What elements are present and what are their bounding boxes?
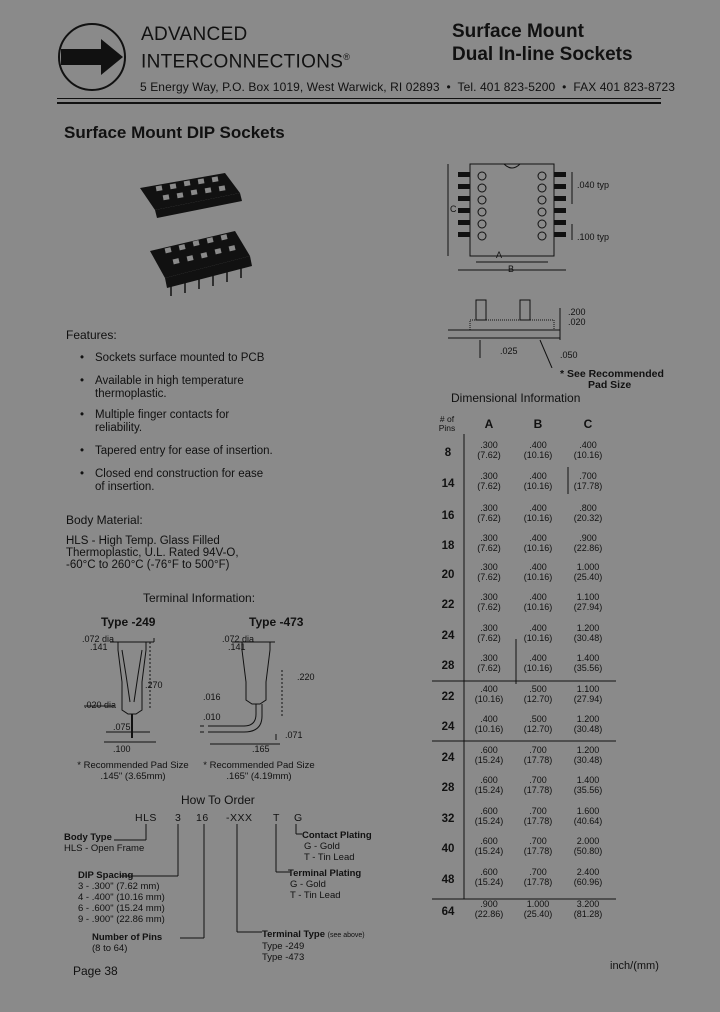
cell-inch-value: 2.000 (576, 836, 600, 846)
cell-inch-value: .600 (480, 745, 498, 755)
feature-text: Tapered entry for ease of insertion. (95, 445, 273, 457)
features-heading: Features: (66, 328, 117, 342)
cell-mm-value: (10.16) (523, 633, 553, 643)
arrow-right-icon (61, 39, 123, 75)
cell-inch-value: .400 (529, 533, 547, 543)
company-logo (57, 22, 127, 92)
body-material-line: -60°C to 260°C (-76°F to 500°F) (66, 559, 230, 571)
contact-bullet: • (562, 80, 567, 94)
dim-label: .200 (568, 307, 586, 317)
order-code-pins: 16 (196, 812, 209, 824)
cell-mm-value: (60.96) (573, 877, 603, 887)
table-pin-count: 18 (441, 540, 455, 552)
registered-mark: ® (343, 52, 351, 62)
cell-mm-value: (12.70) (523, 724, 553, 734)
dip-spacing-option: 9 - .900" (22.86 mm) (78, 914, 165, 925)
table-pin-count: 22 (441, 599, 455, 611)
cell-mm-value: (35.56) (573, 785, 603, 795)
dim-label: .270 (145, 680, 163, 690)
cell-inch-value: .700 (529, 836, 547, 846)
body-type-block (64, 832, 144, 854)
cell-inch-value: .300 (480, 533, 498, 543)
company-name-line1: ADVANCED (141, 24, 248, 45)
cell-mm-value: (10.16) (523, 513, 553, 523)
cell-inch-value: .700 (529, 867, 547, 877)
cell-mm-value: (7.62) (477, 450, 501, 460)
page-number: Page 38 (73, 964, 118, 978)
pins-column-header (434, 415, 460, 433)
cell-mm-value: (22.86) (474, 909, 504, 919)
contact-plating-option: T - Tin Lead (304, 852, 355, 863)
body-material-line: HLS - High Temp. Glass Filled (66, 535, 220, 547)
dimensional-info-heading: Dimensional Information (451, 391, 581, 405)
pad-size-249 (73, 760, 193, 782)
cell-mm-value: (7.62) (477, 572, 501, 582)
body-material-heading: Body Material: (66, 513, 143, 527)
cell-inch-value: .600 (480, 806, 498, 816)
header-rule (57, 98, 661, 99)
cell-mm-value: (12.70) (523, 694, 553, 704)
cell-mm-value: (10.16) (523, 663, 553, 673)
cell-inch-value: 1.000 (526, 899, 550, 909)
feature-bullet: • (80, 375, 85, 387)
cell-mm-value: (10.16) (474, 694, 504, 704)
cell-inch-value: .500 (529, 714, 547, 724)
dim-label: .020 dia (84, 700, 117, 710)
document-title (452, 20, 633, 66)
cell-mm-value: (10.16) (523, 481, 553, 491)
cell-inch-value: .700 (529, 775, 547, 785)
order-code-body: HLS (135, 812, 157, 824)
cell-inch-value: .900 (579, 533, 597, 543)
cell-mm-value: (15.24) (474, 846, 504, 856)
cell-mm-value: (22.86) (573, 543, 603, 553)
contact-plating-block (302, 830, 372, 863)
cell-mm-value: (10.16) (474, 724, 504, 734)
table-rules (432, 434, 622, 934)
cell-mm-value: (20.32) (573, 513, 603, 523)
cell-mm-value: (7.62) (477, 633, 501, 643)
cell-inch-value: .600 (480, 867, 498, 877)
dim-label: .100 (113, 744, 131, 754)
feature-text: Closed end construction for ease of insertion. (95, 468, 264, 493)
feature-bullet: • (80, 409, 85, 421)
cell-mm-value: (17.78) (573, 481, 603, 491)
cell-inch-value: 1.100 (576, 592, 600, 602)
cell-inch-value: .500 (529, 684, 547, 694)
feature-text: Available in high temperature thermoplastic. (95, 375, 244, 400)
terminal-plating-label: Terminal Plating (288, 868, 362, 879)
cell-mm-value: (81.28) (573, 909, 603, 919)
dim-label: A (496, 250, 503, 260)
table-pin-count: 24 (441, 630, 455, 642)
how-to-order-heading: How To Order (181, 793, 255, 807)
cell-inch-value: 2.400 (576, 867, 600, 877)
pins-header-line: # of (439, 414, 455, 424)
cell-mm-value: (7.62) (477, 513, 501, 523)
dim-label: .025 (500, 346, 518, 356)
cell-inch-value: .400 (529, 503, 547, 513)
company-name (141, 24, 350, 73)
dim-label: .141 (90, 642, 108, 652)
cell-mm-value: (25.40) (573, 572, 603, 582)
cell-inch-value: .300 (480, 653, 498, 663)
company-name-line2: INTERCONNECTIONS® (141, 51, 351, 73)
body-type-value: HLS - Open Frame (64, 843, 145, 854)
order-code-spacing: 3 (175, 812, 182, 824)
pad-size-label: * Recommended Pad Size (77, 760, 189, 771)
cell-mm-value: (40.64) (573, 816, 603, 826)
table-pin-count: 24 (441, 752, 455, 764)
socket-pin-rows (478, 172, 546, 240)
dim-label: .141 (228, 642, 246, 652)
type-249-label: Type -249 (101, 615, 156, 629)
body-type-label: Body Type (64, 832, 112, 843)
type-473-label: Type -473 (249, 615, 304, 629)
feature-text: Sockets surface mounted to PCB (95, 352, 265, 364)
table-pin-count: 20 (441, 569, 455, 581)
feature-bullet: • (80, 352, 85, 364)
contact-bullet: • (446, 80, 451, 94)
dim-label: .016 (203, 692, 221, 702)
cell-inch-value: .900 (480, 899, 498, 909)
cell-inch-value: .600 (480, 836, 498, 846)
cell-mm-value: (10.16) (573, 450, 603, 460)
dim-label: .050 (560, 350, 578, 360)
cell-inch-value: 1.200 (576, 714, 600, 724)
dim-label: .072 dia (222, 634, 255, 644)
cell-inch-value: 1.600 (576, 806, 600, 816)
cell-mm-value: (25.40) (523, 909, 553, 919)
pad-size-value: .145" (3.65mm) (100, 771, 166, 782)
address-text: 5 Energy Way, P.O. Box 1019, West Warwick, RI 02893 (140, 80, 440, 94)
cell-mm-value: (15.24) (474, 816, 504, 826)
cell-mm-value: (30.48) (573, 724, 603, 734)
cell-inch-value: .300 (480, 592, 498, 602)
cell-mm-value: (10.16) (523, 572, 553, 582)
cell-mm-value: (17.78) (523, 846, 553, 856)
fax-text: FAX 401 823-8723 (573, 80, 676, 94)
num-pins-block (92, 932, 162, 954)
num-pins-label: Number of Pins (92, 932, 163, 943)
dip-spacing-option: 3 - .300" (7.62 mm) (78, 881, 160, 892)
dim-label: B (508, 264, 515, 274)
order-code-term-plating: T (273, 812, 280, 824)
cell-mm-value: (15.24) (474, 755, 504, 765)
pad-size-value: .165" (4.19mm) (226, 771, 292, 782)
pins-header-line: Pins (438, 423, 456, 433)
pad-size-label: * Recommended Pad Size (203, 760, 315, 771)
section-title: Surface Mount DIP Sockets (64, 123, 285, 142)
company-contact (140, 80, 675, 94)
document-title-line1: Surface Mount (452, 21, 584, 42)
table-pin-count: 28 (441, 782, 455, 794)
cell-inch-value: .400 (579, 440, 597, 450)
cell-inch-value: 1.200 (576, 745, 600, 755)
document-title-line2: Dual In-line Sockets (452, 44, 633, 65)
cell-inch-value: .400 (529, 471, 547, 481)
units-note: inch/(mm) (610, 960, 659, 972)
recommended-pad-line: * See Recommended (560, 368, 664, 380)
order-code-contact-plating: G (294, 812, 303, 824)
cell-inch-value: .600 (480, 775, 498, 785)
dim-label: .165 (252, 744, 270, 754)
cell-mm-value: (27.94) (573, 694, 603, 704)
table-pin-count: 8 (444, 447, 452, 459)
feature-bullet: • (80, 468, 85, 480)
cell-inch-value: 3.200 (576, 899, 600, 909)
cell-mm-value: (10.16) (523, 450, 553, 460)
cell-inch-value: 1.400 (576, 653, 600, 663)
cell-inch-value: .300 (480, 623, 498, 633)
terminal-type-block (262, 929, 365, 963)
dim-label: .220 (297, 672, 315, 682)
cell-mm-value: (30.48) (573, 755, 603, 765)
terminal-type-note: (see above) (327, 932, 365, 939)
cell-mm-value: (7.62) (477, 481, 501, 491)
cell-inch-value: 1.400 (576, 775, 600, 785)
dim-label: .010 (203, 712, 221, 722)
table-pin-count: 24 (441, 721, 455, 733)
cell-mm-value: (7.62) (477, 543, 501, 553)
contact-plating-option: G - Gold (304, 841, 340, 852)
socket-image-top (140, 173, 242, 218)
table-pin-count: 64 (441, 906, 455, 918)
feature-bullet: • (80, 445, 85, 457)
feature-text: Multiple finger contacts for reliability. (95, 409, 230, 434)
cell-inch-value: .800 (579, 503, 597, 513)
dim-label: .075 (113, 722, 131, 732)
cell-mm-value: (17.78) (523, 785, 553, 795)
cell-inch-value: 1.000 (576, 562, 600, 572)
dip-spacing-label: DIP Spacing (78, 870, 134, 881)
cell-inch-value: .700 (529, 806, 547, 816)
dim-label: C (450, 204, 457, 214)
recommended-pad-note (560, 369, 664, 391)
col-a-header: A (484, 417, 494, 431)
terminal-type-option: Type -249 (262, 941, 305, 952)
cell-inch-value: .300 (480, 471, 498, 481)
cell-inch-value: .400 (529, 592, 547, 602)
cell-inch-value: .400 (480, 684, 498, 694)
table-pin-count: 40 (441, 843, 455, 855)
cell-mm-value: (15.24) (474, 785, 504, 795)
body-material-text (66, 535, 316, 571)
cell-inch-value: .400 (480, 714, 498, 724)
num-pins-value: (8 to 64) (92, 943, 128, 954)
dim-label: .020 (568, 317, 586, 327)
dim-label: .100 typ (577, 232, 610, 242)
cell-mm-value: (17.78) (523, 877, 553, 887)
terminal-type-option: Type -473 (262, 952, 305, 963)
table-pin-count: 48 (441, 874, 455, 886)
cell-mm-value: (10.16) (523, 602, 553, 612)
cell-mm-value: (17.78) (523, 755, 553, 765)
socket-image-bottom (150, 231, 252, 296)
cell-inch-value: .400 (529, 623, 547, 633)
table-pin-count: 16 (441, 510, 455, 522)
socket-photo (130, 168, 260, 328)
cell-mm-value: (30.48) (573, 633, 603, 643)
header-rule-thick (57, 102, 661, 104)
terminal-plating-option: T - Tin Lead (290, 890, 341, 901)
terminal-plating-block (288, 868, 361, 901)
dip-spacing-block (78, 870, 165, 925)
order-code-terminal: -XXX (226, 812, 253, 824)
dim-label: .040 typ (577, 180, 610, 190)
terminal-info-heading: Terminal Information: (143, 591, 256, 605)
cell-mm-value: (27.94) (573, 602, 603, 612)
phone-text: Tel. 401 823-5200 (457, 80, 556, 94)
cell-mm-value: (50.80) (573, 846, 603, 856)
terminal-type-label: Terminal Type (262, 929, 325, 940)
cell-inch-value: .300 (480, 562, 498, 572)
cell-mm-value: (7.62) (477, 602, 501, 612)
dip-spacing-option: 4 - .400" (10.16 mm) (78, 892, 165, 903)
cell-mm-value: (10.16) (523, 543, 553, 553)
pad-size-473 (199, 760, 319, 782)
cell-inch-value: .300 (480, 503, 498, 513)
cell-inch-value: .400 (529, 440, 547, 450)
cell-inch-value: .700 (579, 471, 597, 481)
cell-mm-value: (7.62) (477, 663, 501, 673)
dip-spacing-option: 6 - .600" (15.24 mm) (78, 903, 165, 914)
dim-label: .072 dia (82, 634, 115, 644)
cell-inch-value: .300 (480, 440, 498, 450)
cell-mm-value: (35.56) (573, 663, 603, 673)
col-b-header: B (533, 417, 543, 431)
dim-label: .071 (285, 730, 303, 740)
table-pin-count: 32 (441, 813, 455, 825)
cell-inch-value: 1.200 (576, 623, 600, 633)
cell-inch-value: .400 (529, 562, 547, 572)
terminal-plating-option: G - Gold (290, 879, 326, 890)
cell-mm-value: (17.78) (523, 816, 553, 826)
table-pin-count: 22 (441, 691, 455, 703)
table-pin-count: 28 (441, 660, 455, 672)
col-c-header: C (583, 417, 593, 431)
cell-inch-value: 1.100 (576, 684, 600, 694)
cell-mm-value: (15.24) (474, 877, 504, 887)
terminal-drawings (70, 630, 330, 762)
table-pin-count: 14 (441, 478, 455, 490)
body-material-line: Thermoplastic, U.L. Rated 94V-O, (66, 547, 239, 559)
cell-inch-value: .700 (529, 745, 547, 755)
contact-plating-label: Contact Plating (302, 830, 372, 841)
cell-inch-value: .400 (529, 653, 547, 663)
recommended-pad-line: Pad Size (588, 379, 632, 391)
